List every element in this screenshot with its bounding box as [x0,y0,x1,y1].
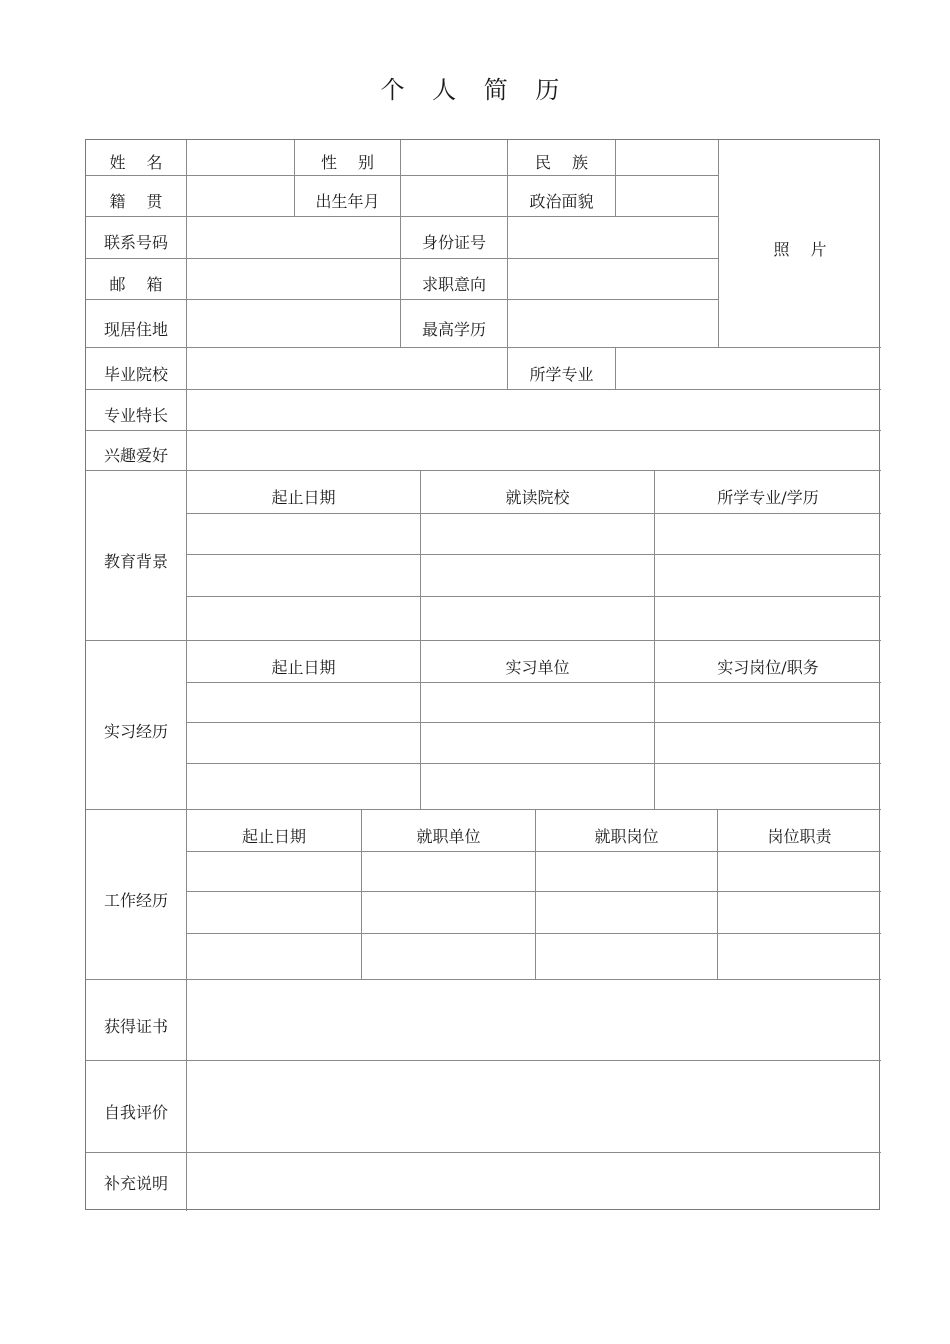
native-place-field[interactable] [187,176,294,216]
label-phone: 联系号码 [103,232,168,252]
label-internship: 实习经历 [103,721,168,741]
birth-field[interactable] [401,176,507,216]
label-job-intention: 求职意向 [421,274,486,294]
label-highest-degree: 最高学历 [421,319,486,339]
label-graduate-school: 毕业院校 [103,364,168,384]
phone-field[interactable] [187,217,400,258]
education-header-major: 所学专业/学历 [717,487,819,507]
label-hobbies: 兴趣爱好 [103,445,168,465]
job-intention-field[interactable] [508,259,718,299]
education-header-school: 就读院校 [505,487,570,507]
label-specialty: 专业特长 [103,405,168,425]
row-divider [186,933,881,934]
self-evaluation-field[interactable] [187,1061,881,1152]
internship-header-company: 实习单位 [505,657,570,677]
page-title: 个 人 简 历 [380,76,570,104]
work-header-position: 就职岗位 [594,826,659,846]
label-ethnicity: 民 族 [534,152,597,172]
label-political: 政治面貌 [529,191,594,211]
work-header-company: 就职单位 [416,826,481,846]
hobbies-field[interactable] [187,431,881,470]
label-education: 教育背景 [103,552,168,571]
row-divider [186,554,881,555]
major-field[interactable] [616,348,881,389]
email-field[interactable] [187,259,400,299]
internship-header-dates: 起止日期 [271,657,336,677]
specialty-field[interactable] [187,390,881,430]
id-number-field[interactable] [508,217,718,258]
political-field[interactable] [616,176,718,216]
label-address: 现居住地 [103,319,168,339]
work-header-duties: 岗位职责 [767,826,832,846]
resume-form [85,139,880,1210]
label-birth: 出生年月 [315,191,380,211]
row-divider [186,596,881,597]
education-header-dates: 起止日期 [271,487,336,507]
gender-field[interactable] [401,140,507,175]
row-divider [186,722,881,723]
label-certificates: 获得证书 [103,1016,168,1036]
label-self-evaluation: 自我评价 [103,1102,168,1122]
label-native-place: 籍 贯 [109,191,171,211]
row-divider [186,763,881,764]
internship-header-position: 实习岗位/职务 [717,657,819,677]
label-gender: 性 别 [320,152,383,172]
label-major: 所学专业 [529,364,594,384]
label-name: 姓 名 [109,152,171,172]
certificates-field[interactable] [187,980,881,1060]
notes-field[interactable] [187,1153,881,1209]
name-field[interactable] [187,140,294,175]
label-email: 邮 箱 [109,274,171,294]
graduate-school-field[interactable] [187,348,507,389]
highest-degree-field[interactable] [508,300,718,347]
ethnicity-field[interactable] [616,140,718,175]
address-field[interactable] [187,300,400,347]
photo-box[interactable]: 照 片 [773,239,835,259]
label-work: 工作经历 [103,891,168,910]
label-notes: 补充说明 [103,1173,168,1193]
label-id-number: 身份证号 [421,232,486,252]
work-header-dates: 起止日期 [241,826,306,846]
row-divider [186,891,881,892]
